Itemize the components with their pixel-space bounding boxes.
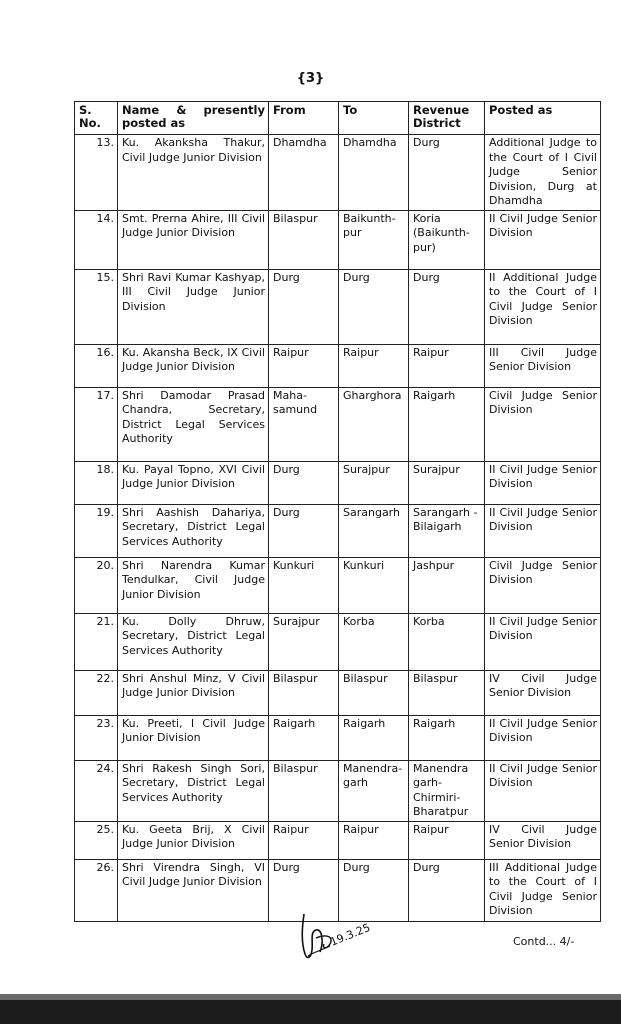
cell-posted: IV Civil Judge Senior Division (485, 670, 601, 715)
cell-revenue: Surajpur (409, 461, 485, 504)
cell-name: Shri Damodar Prasad Chandra, Secretary, District Legal Services Authority (118, 387, 269, 461)
cell-posted: Additional Judge to the Court of I Civil Judge Senior Division, Durg at Dhamdha (485, 135, 601, 211)
cell-revenue: Durg (409, 135, 485, 211)
table-row (75, 269, 601, 344)
cell-to: Bilaspur (339, 670, 409, 715)
table-header-row (75, 102, 601, 135)
cell-sno: 18. (75, 461, 118, 504)
handwritten-signature (296, 908, 396, 968)
cell-name: Shri Ravi Kumar Kashyap, III Civil Judge Junior Division (118, 269, 269, 344)
table-row (75, 821, 601, 859)
cell-revenue: Raigarh (409, 715, 485, 760)
page-number: {3} (296, 71, 325, 86)
cell-from: Durg (269, 461, 339, 504)
cell-name: Shri Anshul Minz, V Civil Judge Junior Division (118, 670, 269, 715)
table-row (75, 461, 601, 504)
cell-sno: 19. (75, 504, 118, 557)
cell-sno: 23. (75, 715, 118, 760)
cell-posted: III Civil Judge Senior Division (485, 344, 601, 387)
cell-name: Ku. Payal Topno, XVI Civil Judge Junior Division (118, 461, 269, 504)
cell-to: Korba (339, 613, 409, 670)
cell-name: Ku. Akansha Beck, IX Civil Judge Junior Division (118, 344, 269, 387)
scan-edge-highlight (0, 994, 621, 1000)
cell-posted: IV Civil Judge Senior Division (485, 821, 601, 859)
cell-from: Dhamdha (269, 135, 339, 211)
cell-revenue: Raigarh (409, 387, 485, 461)
header-posted-as: Posted as (485, 102, 601, 135)
table-row (75, 344, 601, 387)
cell-to: Durg (339, 859, 409, 921)
cell-name: Ku. Dolly Dhruw, Secretary, District Legal Services Authority (118, 613, 269, 670)
cell-from: Bilaspur (269, 760, 339, 821)
cell-revenue: Manendra garh-Chirmiri-Bharatpur (409, 760, 485, 821)
cell-to: Durg (339, 269, 409, 344)
cell-from: Bilaspur (269, 210, 339, 269)
cell-sno: 16. (75, 344, 118, 387)
cell-posted: II Civil Judge Senior Division (485, 210, 601, 269)
cell-revenue: Raipur (409, 344, 485, 387)
cell-sno: 13. (75, 135, 118, 211)
table-row (75, 613, 601, 670)
cell-revenue: Sarangarh - Bilaigarh (409, 504, 485, 557)
cell-to: Raipur (339, 344, 409, 387)
cell-posted: II Civil Judge Senior Division (485, 715, 601, 760)
cell-from: Bilaspur (269, 670, 339, 715)
cell-posted: Civil Judge Senior Division (485, 557, 601, 613)
cell-revenue: Raipur (409, 821, 485, 859)
cell-name: Shri Rakesh Singh Sori, Secretary, District Legal Services Authority (118, 760, 269, 821)
scan-bottom-edge (0, 994, 621, 1024)
cell-revenue: Durg (409, 859, 485, 921)
table-row (75, 135, 601, 211)
cell-sno: 20. (75, 557, 118, 613)
cell-from: Durg (269, 859, 339, 921)
cell-from: Raipur (269, 344, 339, 387)
cell-from: Surajpur (269, 613, 339, 670)
header-name: Name & presently posted as (118, 102, 269, 135)
signature-date: 19.3.25 (328, 920, 373, 949)
cell-to: Raipur (339, 821, 409, 859)
header-revenue-district: Revenue District (409, 102, 485, 135)
cell-sno: 17. (75, 387, 118, 461)
cell-to: Raigarh (339, 715, 409, 760)
cell-sno: 21. (75, 613, 118, 670)
cell-name: Shri Aashish Dahariya, Secretary, District Legal Services Authority (118, 504, 269, 557)
cell-name: Shri Virendra Singh, VI Civil Judge Junior Division (118, 859, 269, 921)
cell-name: Ku. Geeta Brij, X Civil Judge Junior Division (118, 821, 269, 859)
cell-posted: Civil Judge Senior Division (485, 387, 601, 461)
cell-revenue: Jashpur (409, 557, 485, 613)
cell-sno: 15. (75, 269, 118, 344)
cell-revenue: Bilaspur (409, 670, 485, 715)
cell-posted: III Additional Judge to the Court of I Civil Judge Senior Division (485, 859, 601, 921)
cell-to: Gharghora (339, 387, 409, 461)
continued-note: Contd... 4/- (513, 935, 575, 948)
cell-revenue: Durg (409, 269, 485, 344)
cell-sno: 25. (75, 821, 118, 859)
cell-from: Kunkuri (269, 557, 339, 613)
table-row (75, 210, 601, 269)
cell-posted: II Civil Judge Senior Division (485, 461, 601, 504)
cell-sno: 14. (75, 210, 118, 269)
cell-posted: II Civil Judge Senior Division (485, 613, 601, 670)
cell-posted: II Additional Judge to the Court of I Civil Judge Senior Division (485, 269, 601, 344)
table-row (75, 557, 601, 613)
posting-table (74, 101, 601, 922)
cell-from: Raigarh (269, 715, 339, 760)
table-row (75, 670, 601, 715)
cell-from: Durg (269, 269, 339, 344)
table-row (75, 715, 601, 760)
cell-name: Shri Narendra Kumar Tendulkar, Civil Judge Junior Division (118, 557, 269, 613)
cell-revenue: Korba (409, 613, 485, 670)
cell-posted: II Civil Judge Senior Division (485, 760, 601, 821)
cell-from: Durg (269, 504, 339, 557)
cell-to: Sarangarh (339, 504, 409, 557)
cell-from: Maha-samund (269, 387, 339, 461)
cell-sno: 22. (75, 670, 118, 715)
cell-to: Baikunth-pur (339, 210, 409, 269)
header-to: To (339, 102, 409, 135)
cell-posted: II Civil Judge Senior Division (485, 504, 601, 557)
cell-to: Surajpur (339, 461, 409, 504)
table-row (75, 387, 601, 461)
cell-name: Ku. Preeti, I Civil Judge Junior Division (118, 715, 269, 760)
cell-to: Kunkuri (339, 557, 409, 613)
cell-revenue: Koria (Baikunth-pur) (409, 210, 485, 269)
header-from: From (269, 102, 339, 135)
cell-to: Manendra-garh (339, 760, 409, 821)
cell-sno: 26. (75, 859, 118, 921)
table-row (75, 504, 601, 557)
cell-sno: 24. (75, 760, 118, 821)
cell-name: Smt. Prerna Ahire, III Civil Judge Junior Division (118, 210, 269, 269)
header-sno: S. No. (75, 102, 118, 135)
cell-to: Dhamdha (339, 135, 409, 211)
table-row (75, 760, 601, 821)
cell-from: Raipur (269, 821, 339, 859)
cell-name: Ku. Akanksha Thakur, Civil Judge Junior Division (118, 135, 269, 211)
